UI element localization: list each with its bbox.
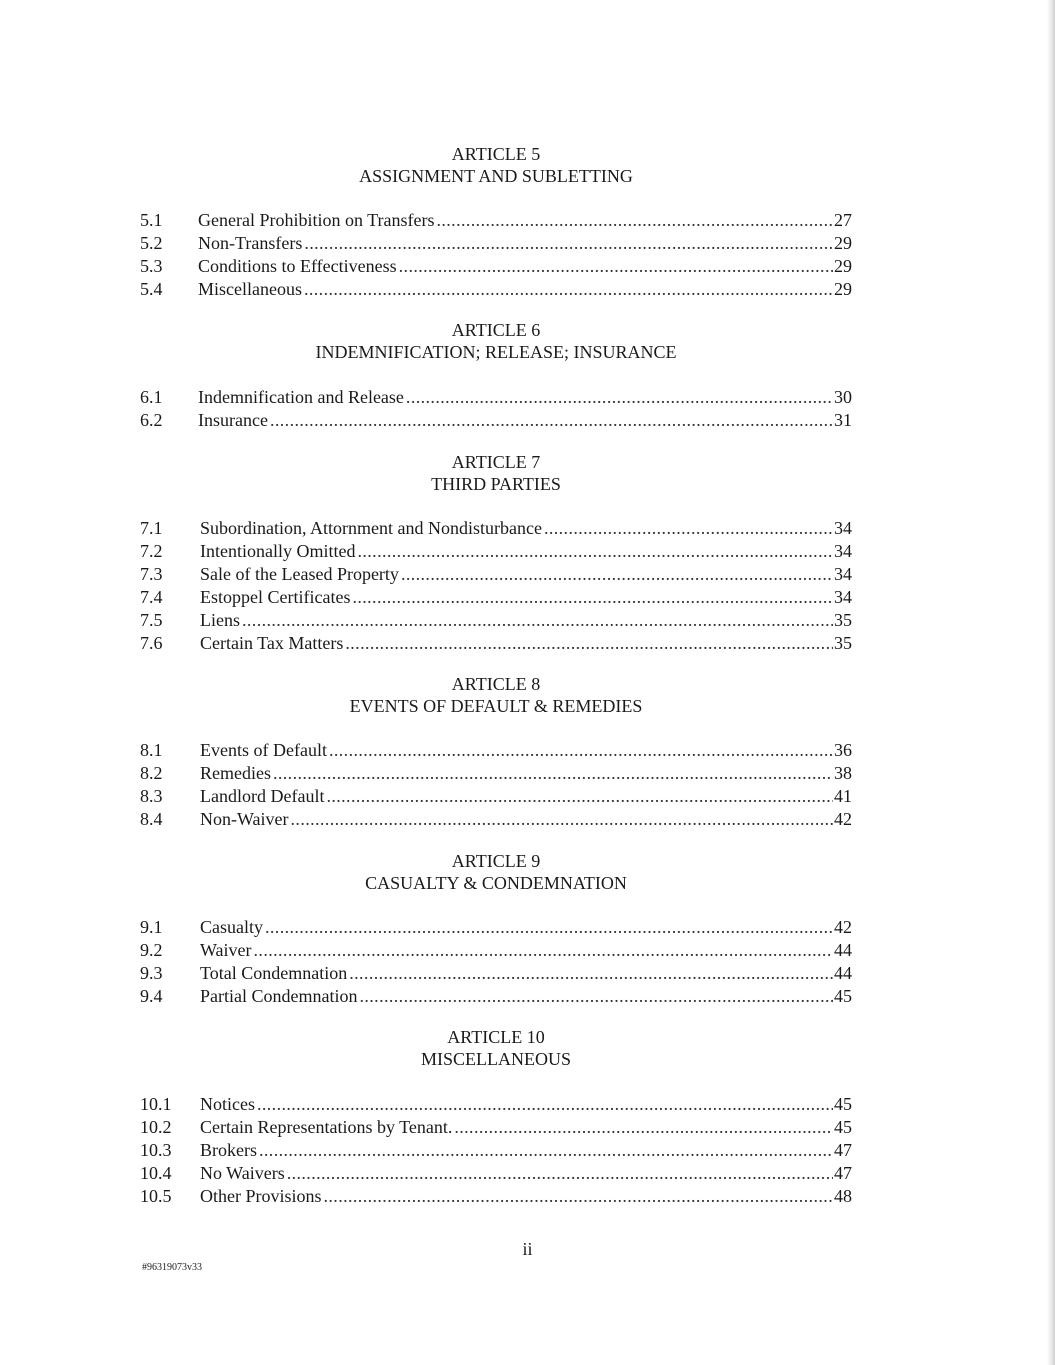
section-number: 5.1 <box>140 210 163 230</box>
page-ref: 45 <box>834 986 852 1006</box>
section-number: 10.1 <box>140 1094 172 1114</box>
article-heading: ARTICLE 9 <box>451 851 541 871</box>
section-number: 6.1 <box>140 387 163 407</box>
dot-leader <box>454 1116 833 1138</box>
section-number: 10.5 <box>140 1186 172 1206</box>
section-number: 7.2 <box>140 541 163 561</box>
page-ref: 34 <box>834 541 852 561</box>
article-subheading: THIRD PARTIES <box>431 474 561 494</box>
page-ref: 29 <box>834 233 852 253</box>
section-title: Indemnification and Release <box>198 387 404 407</box>
page-ref: 41 <box>834 786 852 806</box>
dot-leader <box>287 1162 833 1184</box>
dot-leader <box>270 409 833 431</box>
page-ref: 36 <box>834 740 852 760</box>
page-ref: 31 <box>834 410 852 430</box>
section-number: 7.1 <box>140 518 163 538</box>
toc-entry[interactable] <box>0 939 1055 961</box>
page-ref: 44 <box>834 940 852 960</box>
toc-entry[interactable] <box>0 540 1055 562</box>
section-title: Intentionally Omitted <box>200 541 356 561</box>
section-title: Estoppel Certificates <box>200 587 351 607</box>
dot-leader <box>436 209 833 231</box>
dot-leader <box>254 939 833 961</box>
section-title: No Waivers <box>200 1163 285 1183</box>
page-ref: 42 <box>834 917 852 937</box>
article-heading: ARTICLE 10 <box>447 1027 545 1047</box>
section-number: 8.2 <box>140 763 163 783</box>
toc-entry[interactable] <box>0 517 1055 539</box>
section-title: General Prohibition on Transfers <box>198 210 435 230</box>
dot-leader <box>257 1093 833 1115</box>
section-title: Other Provisions <box>200 1186 322 1206</box>
page-ref: 47 <box>834 1140 852 1160</box>
page-ref: 34 <box>834 587 852 607</box>
section-number: 10.4 <box>140 1163 172 1183</box>
dot-leader <box>401 563 833 585</box>
page-ref: 47 <box>834 1163 852 1183</box>
section-title: Partial Condemnation <box>200 986 358 1006</box>
page-ref: 45 <box>834 1117 852 1137</box>
dot-leader <box>326 785 833 807</box>
toc-entry[interactable] <box>0 916 1055 938</box>
section-title: Subordination, Attornment and Nondisturbance <box>200 518 542 538</box>
toc-entry[interactable] <box>0 409 1055 431</box>
section-number: 5.4 <box>140 279 163 299</box>
toc-entry[interactable] <box>0 762 1055 784</box>
dot-leader <box>329 739 833 761</box>
document-id: #96319073v33 <box>142 1262 202 1273</box>
dot-leader <box>291 808 833 830</box>
toc-entry[interactable] <box>0 962 1055 984</box>
page-ref: 44 <box>834 963 852 983</box>
article-heading: ARTICLE 5 <box>451 144 541 164</box>
page-ref: 38 <box>834 763 852 783</box>
section-title: Total Condemnation <box>200 963 348 983</box>
page-ref: 35 <box>834 633 852 653</box>
section-number: 5.2 <box>140 233 163 253</box>
toc-entry[interactable] <box>0 255 1055 277</box>
section-number: 9.3 <box>140 963 163 983</box>
article-subheading: EVENTS OF DEFAULT & REMEDIES <box>349 696 643 716</box>
section-number: 7.4 <box>140 587 163 607</box>
dot-leader <box>259 1139 833 1161</box>
page-number: ii <box>522 1239 533 1259</box>
toc-entry[interactable] <box>0 209 1055 231</box>
toc-entry[interactable] <box>0 232 1055 254</box>
page-ref: 34 <box>834 518 852 538</box>
section-title: Waiver <box>200 940 252 960</box>
dot-leader <box>357 540 833 562</box>
dot-leader <box>352 586 833 608</box>
toc-entry[interactable] <box>0 563 1055 585</box>
toc-entry[interactable] <box>0 985 1055 1007</box>
section-number: 9.4 <box>140 986 163 1006</box>
section-number: 7.5 <box>140 610 163 630</box>
section-number: 10.3 <box>140 1140 172 1160</box>
article-heading: ARTICLE 6 <box>451 320 541 340</box>
section-title: Brokers <box>200 1140 257 1160</box>
dot-leader <box>544 517 833 539</box>
toc-entry[interactable] <box>0 632 1055 654</box>
page-ref: 42 <box>834 809 852 829</box>
page-ref: 29 <box>834 256 852 276</box>
toc-entry[interactable] <box>0 278 1055 300</box>
section-title: Certain Representations by Tenant. <box>200 1117 453 1137</box>
dot-leader <box>273 762 833 784</box>
article-heading: ARTICLE 7 <box>451 452 541 472</box>
dot-leader <box>304 232 833 254</box>
section-title: Insurance <box>198 410 268 430</box>
section-title: Miscellaneous <box>198 279 302 299</box>
toc-entry[interactable] <box>0 586 1055 608</box>
section-number: 6.2 <box>140 410 163 430</box>
dot-leader <box>399 255 833 277</box>
section-title: Non-Transfers <box>198 233 303 253</box>
article-subheading: INDEMNIFICATION; RELEASE; INSURANCE <box>315 342 677 362</box>
section-number: 7.3 <box>140 564 163 584</box>
page-ref: 35 <box>834 610 852 630</box>
article-subheading: ASSIGNMENT AND SUBLETTING <box>359 166 633 186</box>
section-title: Casualty <box>200 917 263 937</box>
dot-leader <box>265 916 833 938</box>
article-heading: ARTICLE 8 <box>451 674 541 694</box>
scan-edge-shadow <box>1047 0 1055 1365</box>
page-ref: 27 <box>834 210 852 230</box>
page-ref: 30 <box>834 387 852 407</box>
toc-entry[interactable] <box>0 1162 1055 1184</box>
section-title: Remedies <box>200 763 271 783</box>
section-title: Liens <box>200 610 240 630</box>
page-ref: 48 <box>834 1186 852 1206</box>
toc-entry[interactable] <box>0 1093 1055 1115</box>
toc-entry[interactable] <box>0 808 1055 830</box>
page-ref: 29 <box>834 279 852 299</box>
toc-entry[interactable] <box>0 609 1055 631</box>
section-title: Events of Default <box>200 740 327 760</box>
section-number: 9.2 <box>140 940 163 960</box>
section-number: 10.2 <box>140 1117 172 1137</box>
section-title: Landlord Default <box>200 786 325 806</box>
dot-leader <box>242 609 833 631</box>
section-number: 7.6 <box>140 633 163 653</box>
dot-leader <box>359 985 833 1007</box>
section-number: 8.3 <box>140 786 163 806</box>
article-subheading: MISCELLANEOUS <box>420 1049 571 1069</box>
article-subheading: CASUALTY & CONDEMNATION <box>365 873 627 893</box>
toc-entry[interactable] <box>0 386 1055 408</box>
section-number: 5.3 <box>140 256 163 276</box>
section-title: Non-Waiver <box>200 809 289 829</box>
section-title: Certain Tax Matters <box>200 633 344 653</box>
section-number: 8.4 <box>140 809 163 829</box>
dot-leader <box>349 962 833 984</box>
toc-entry[interactable] <box>0 785 1055 807</box>
page-ref: 45 <box>834 1094 852 1114</box>
section-title: Notices <box>200 1094 255 1114</box>
section-number: 8.1 <box>140 740 163 760</box>
dot-leader <box>324 1185 834 1207</box>
page-ref: 34 <box>834 564 852 584</box>
toc-entry[interactable] <box>0 739 1055 761</box>
dot-leader <box>406 386 833 408</box>
toc-entry[interactable] <box>0 1116 1055 1138</box>
section-number: 9.1 <box>140 917 163 937</box>
dot-leader <box>304 278 833 300</box>
section-title: Sale of the Leased Property <box>200 564 399 584</box>
toc-entry[interactable] <box>0 1139 1055 1161</box>
toc-entry[interactable] <box>0 1185 1055 1207</box>
section-title: Conditions to Effectiveness <box>198 256 397 276</box>
dot-leader <box>345 632 833 654</box>
